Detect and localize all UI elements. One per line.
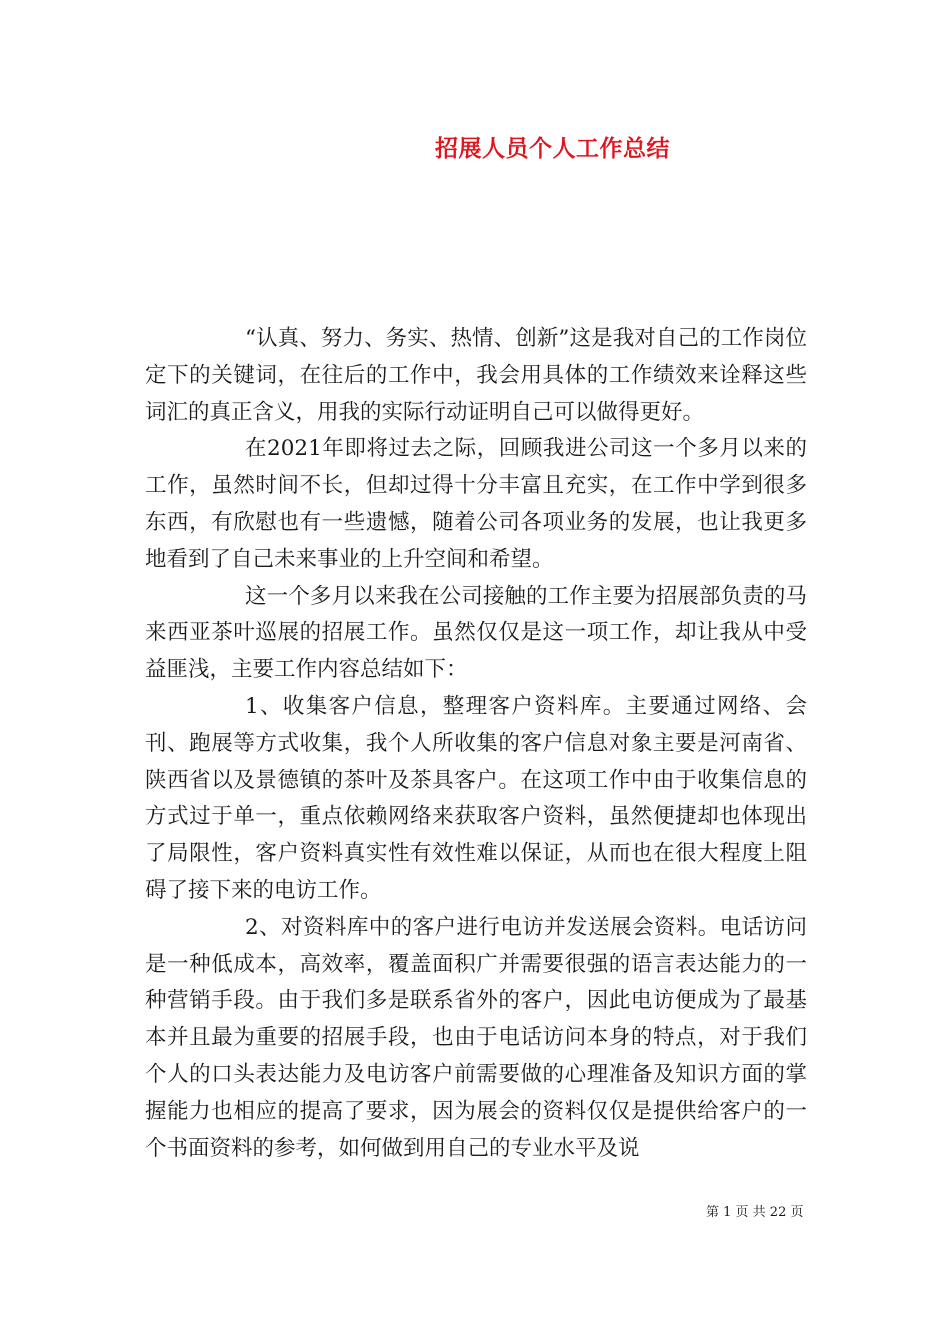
document-body xyxy=(145,321,807,1167)
paragraph-work-intro: 这一个多月以来我在公司接触的工作主要为招展部负责的马来西亚茶叶巡展的招展工作。虽然仅仅是这一项工作，却让我从中受益匪浅，主要工作内容总结如下： xyxy=(145,583,807,683)
paragraph-item-2: 2、对资料库中的客户进行电访并发送展会资料。电话访问是一种低成本，高效率，覆盖面积广并需要很强的语言表达能力的一种营销手段。由于我们多是联系省外的客户，因此电访便成为了最基本并且最为重要的招展手段，也由于电话访问本身的特点，对于我们个人的口头表达能力及电访客户前需要做的心理准备及知识方面的掌握能力也相应的提高了要求，因为展会的资料仅仅是提供给客户的一个书面资料的参考，如何做到用自己的专业水平及说 xyxy=(145,914,807,1161)
paragraph-item-1: 1、收集客户信息，整理客户资料库。主要通过网络、会刊、跑展等方式收集，我个人所收集的客户信息对象主要是河南省、陕西省以及景德镇的茶叶及茶具客户。在这项工作中由于收集信息的方式过于单一，重点依赖网络来获取客户资料，虽然便捷却也体现出了局限性，客户资料真实性有效性难以保证，从而也在很大程度上阻碍了接下来的电访工作。 xyxy=(145,693,807,903)
paragraph-keywords: “认真、努力、务实、热情、创新”这是我对自己的工作岗位定下的关键词，在往后的工作中，我会用具体的工作绩效来诠释这些词汇的真正含义，用我的实际行动证明自己可以做得更好。 xyxy=(145,326,807,425)
paragraph-review: 在2021年即将过去之际，回顾我进公司这一个多月以来的工作，虽然时间不长，但却过得十分丰富且充实，在工作中学到很多东西，有欣慰也有一些遗憾，随着公司各项业务的发展，也让我更多地看到了自己未来事业的上升空间和希望。 xyxy=(145,436,807,572)
document-title: 招展人员个人工作总结 xyxy=(435,136,670,162)
page-number: 第 1 页 共 22 页 xyxy=(706,1205,804,1220)
